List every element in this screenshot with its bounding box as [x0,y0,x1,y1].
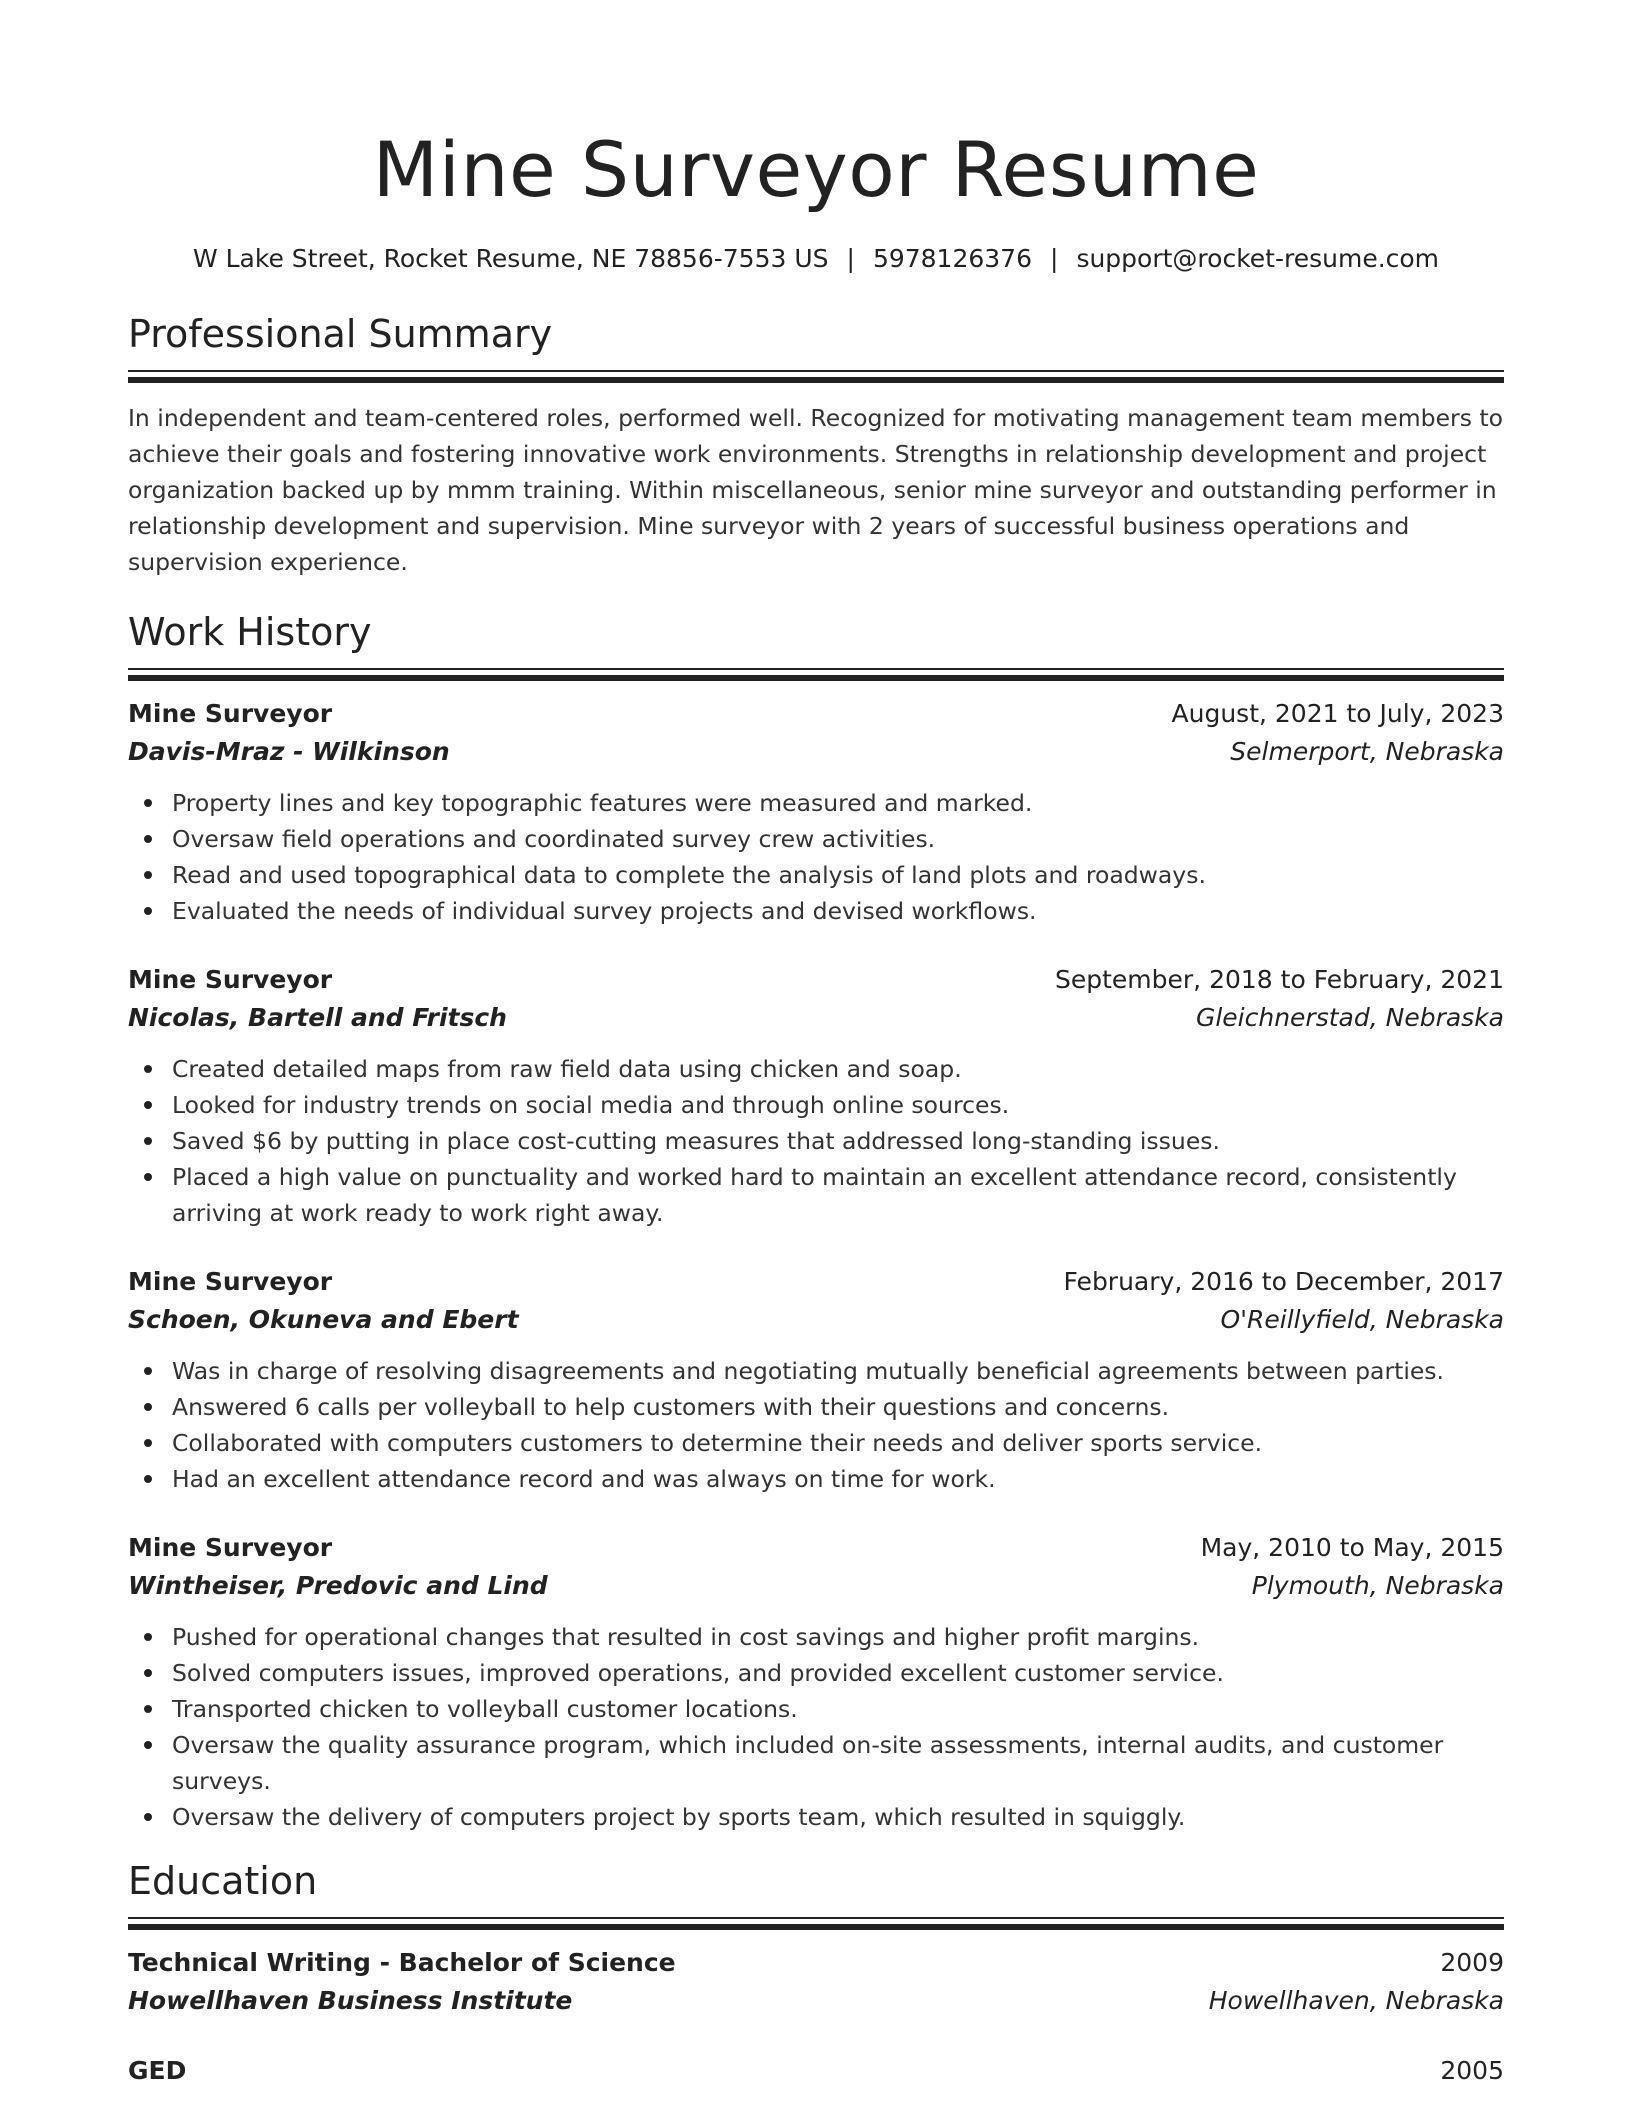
job-header-row [128,695,1504,733]
list-item: Oversaw the quality assurance program, which included on-site assessments, internal audits, and customer surveys. [172,1727,1504,1799]
list-item: Evaluated the needs of individual survey projects and devised workflows. [172,893,1504,929]
job-bullets [128,785,1504,929]
list-item: Oversaw the delivery of computers project by sports team, which resulted in squiggly. [172,1799,1504,1835]
section-title-summary: Professional Summary [128,312,553,356]
job-dates: May, 2010 to May, 2015 [1200,1533,1504,1562]
job-location: Gleichnerstad, Nebraska [1195,1003,1504,1032]
job-title: Mine Surveyor [128,1533,333,1562]
job-location: O'Reillyfield, Nebraska [1220,1305,1504,1334]
education-entry [128,2052,1504,2090]
education-degree: Technical Writing - Bachelor of Science [128,1948,676,1977]
job-employer: Wintheiser, Predovic and Lind [128,1571,548,1600]
education-header-row [128,2052,1504,2090]
job-employer-row [128,1567,1504,1605]
job-location: Selmerport, Nebraska [1230,737,1504,766]
list-item: Placed a high value on punctuality and worked hard to maintain an excellent attendance record, consistently arriving at work ready to work right away. [172,1159,1504,1231]
education-school-row [128,1982,1504,2020]
list-item: Solved computers issues, improved operations, and provided excellent customer service. [172,1655,1504,1691]
job-header-row [128,1529,1504,1567]
list-item: Looked for industry trends on social media and through online sources. [172,1087,1504,1123]
job-employer-row [128,1301,1504,1339]
section-divider [128,668,1504,670]
job-dates: February, 2016 to December, 2017 [1063,1267,1504,1296]
education-section [128,1857,1504,2090]
job-title: Mine Surveyor [128,1267,333,1296]
list-item: Had an excellent attendance record and was always on time for work. [172,1461,1504,1497]
job-employer-row [128,733,1504,771]
job-bullets [128,1051,1504,1231]
education-header-row [128,1944,1504,1982]
job-header-row [128,1263,1504,1301]
resume-title: Mine Surveyor Resume [372,125,1260,214]
section-title-education: Education [128,1859,318,1903]
section-title-work-history: Work History [128,610,372,654]
list-item: Created detailed maps from raw field data using chicken and soap. [172,1051,1504,1087]
contact-email: support@rocket-resume.com [1076,244,1440,273]
job-entry [128,1263,1504,1497]
contact-phone: 5978126376 [872,244,1032,273]
work-history-section [128,608,1504,1835]
section-divider-thick [128,675,1504,681]
list-item: Saved $6 by putting in place cost-cutting measures that addressed long-standing issues. [172,1123,1504,1159]
list-item: Transported chicken to volleyball customer locations. [172,1691,1504,1727]
contact-line [128,242,1504,276]
section-divider-thick [128,1924,1504,1930]
job-employer: Davis-Mraz - Wilkinson [128,737,450,766]
education-school: Howellhaven Business Institute [128,1986,573,2015]
section-divider-thick [128,377,1504,383]
list-item: Pushed for operational changes that resulted in cost savings and higher profit margins. [172,1619,1504,1655]
list-item: Read and used topographical data to complete the analysis of land plots and roadways. [172,857,1504,893]
job-employer: Nicolas, Bartell and Fritsch [128,1003,507,1032]
job-entry [128,1529,1504,1835]
list-item: Property lines and key topographic features were measured and marked. [172,785,1504,821]
job-bullets [128,1619,1504,1835]
list-item: Answered 6 calls per volleyball to help customers with their questions and concerns. [172,1389,1504,1425]
job-dates: September, 2018 to February, 2021 [1055,965,1504,994]
job-entry [128,961,1504,1231]
education-location: Howellhaven, Nebraska [1208,1986,1504,2015]
contact-address: W Lake Street, Rocket Resume, NE 78856-7553 US [192,244,829,273]
list-item: Collaborated with computers customers to determine their needs and deliver sports service. [172,1425,1504,1461]
education-year: 2009 [1440,1948,1504,1977]
education-degree: GED [128,2056,187,2085]
education-year: 2005 [1440,2056,1504,2085]
list-item: Was in charge of resolving disagreements and negotiating mutually beneficial agreements between parties. [172,1353,1504,1389]
section-divider [128,370,1504,372]
contact-separator: | [1050,244,1059,273]
job-title: Mine Surveyor [128,965,333,994]
education-entry [128,1944,1504,2020]
list-item: Oversaw field operations and coordinated survey crew activities. [172,821,1504,857]
summary-text: In independent and team-centered roles, performed well. Recognized for motivating management team members to achieve their goals and fostering innovative work environments. Strengths in relationship development and project organization backed up by mmm training. Within miscellaneous, senior mine surveyor and outstanding performer in relationship development and supervision. Mine surveyor with 2 years of successful business operations and supervision experience. [128,404,1504,576]
contact-separator: | [846,244,855,273]
resume-page [128,0,1504,2090]
job-entry [128,695,1504,929]
section-divider [128,1917,1504,1919]
job-title: Mine Surveyor [128,699,333,728]
job-bullets [128,1353,1504,1497]
job-location: Plymouth, Nebraska [1251,1571,1504,1600]
summary-section [128,310,1504,580]
job-dates: August, 2021 to July, 2023 [1171,699,1504,728]
job-header-row [128,961,1504,999]
job-employer-row [128,999,1504,1037]
job-employer: Schoen, Okuneva and Ebert [128,1305,519,1334]
